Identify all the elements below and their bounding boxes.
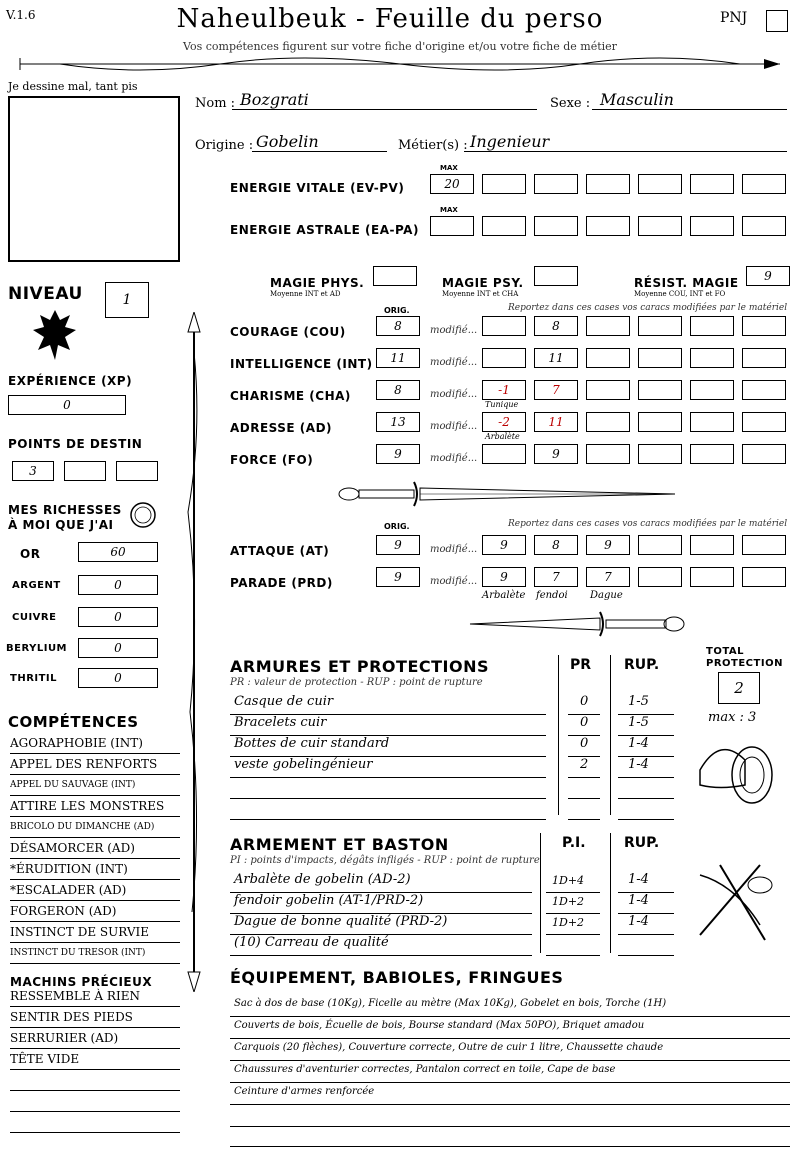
argent-label: ARGENT <box>12 580 61 591</box>
competence-item[interactable]: *ÉRUDITION (INT) <box>10 859 180 880</box>
ea-box[interactable] <box>638 216 682 236</box>
armement-label: ARMEMENT ET BASTON <box>230 835 449 854</box>
machin-item[interactable]: SERRURIER (AD) <box>10 1028 180 1049</box>
total-protection-label: TOTAL <box>706 646 744 657</box>
force-mod[interactable] <box>586 444 630 464</box>
header-spear-ornament <box>0 52 800 76</box>
berylium-label: BERYLIUM <box>6 643 68 654</box>
intelligence-mod[interactable] <box>690 348 734 368</box>
courage-mod[interactable] <box>482 316 526 336</box>
parade-mod[interactable] <box>638 567 682 587</box>
intelligence-mod[interactable] <box>638 348 682 368</box>
armure-name[interactable]: Casque de cuir <box>234 694 334 709</box>
parade-mod[interactable]: 7 <box>534 567 578 587</box>
max-protection: max : 3 <box>708 710 757 725</box>
thritil-label: THRITIL <box>10 673 58 684</box>
ev-max-label: MAX <box>440 164 458 172</box>
equipement-line[interactable]: Chaussures d'aventurier correctes, Pantalon correct en toile, Cape de base <box>234 1064 616 1075</box>
courage-label: COURAGE (COU) <box>230 325 346 339</box>
pnj-label: PNJ <box>720 10 748 26</box>
ea-box[interactable] <box>690 216 734 236</box>
orig-label: ORIG. <box>384 306 410 315</box>
berylium-box[interactable]: 0 <box>78 638 158 658</box>
competence-item[interactable]: ATTIRE LES MONSTRES <box>10 796 180 817</box>
attaque-mod[interactable]: 8 <box>534 535 578 555</box>
destin-box[interactable]: 3 <box>12 461 54 481</box>
arme-name[interactable]: Arbalète de gobelin (AD-2) <box>234 872 411 887</box>
arme-name[interactable]: fendoir gobelin (AT-1/PRD-2) <box>234 893 424 908</box>
ea-max-box[interactable] <box>430 216 474 236</box>
machin-item[interactable] <box>10 1070 180 1091</box>
arme-pi[interactable]: 1D+4 <box>552 874 585 887</box>
force-mod[interactable]: 9 <box>534 444 578 464</box>
argent-box[interactable]: 0 <box>78 575 158 595</box>
adresse-mod[interactable]: 11 <box>534 412 578 432</box>
arme-name[interactable]: (10) Carreau de qualité <box>234 935 389 950</box>
weapon-col-label: Arbalète <box>482 590 526 601</box>
parade-mod[interactable] <box>690 567 734 587</box>
parade-mod[interactable]: 9 <box>482 567 526 587</box>
charisme-mod[interactable] <box>638 380 682 400</box>
dragon-icon <box>30 305 80 365</box>
niveau-box[interactable]: 1 <box>105 282 149 318</box>
attaque-mod[interactable]: 9 <box>482 535 526 555</box>
attaque-mod[interactable] <box>690 535 734 555</box>
or-label: OR <box>20 547 41 561</box>
intelligence-label: INTELLIGENCE (INT) <box>230 357 373 371</box>
richesses-label: À MOI QUE J'AI <box>8 518 114 532</box>
charisme-orig[interactable]: 8 <box>376 380 420 400</box>
magie-phys-box[interactable] <box>373 266 417 286</box>
portrait-box[interactable] <box>8 96 180 262</box>
charisme-mod[interactable] <box>742 380 786 400</box>
coin-icon <box>128 500 158 530</box>
cuivre-label: CUIVRE <box>12 612 57 623</box>
armures-label: ARMURES ET PROTECTIONS <box>230 657 489 676</box>
helmet-shield-icon <box>690 730 780 810</box>
adresse-mod[interactable] <box>638 412 682 432</box>
nom-value[interactable]: Bozgrati <box>240 90 309 109</box>
ea-label: ENERGIE ASTRALE (EA-PA) <box>230 223 419 237</box>
courage-mod[interactable] <box>742 316 786 336</box>
armure-pr[interactable]: 2 <box>580 757 589 772</box>
arme-rup[interactable]: 1-4 <box>628 872 649 887</box>
machin-item[interactable]: TÊTE VIDE <box>10 1049 180 1070</box>
resist-magie-label: RÉSIST. MAGIE <box>634 276 739 290</box>
ea-box[interactable] <box>742 216 786 236</box>
armure-name[interactable]: Bottes de cuir standard <box>234 736 390 751</box>
portrait-caption: Je dessine mal, tant pis <box>8 80 138 93</box>
armure-pr[interactable]: 0 <box>580 736 589 751</box>
ea-box[interactable] <box>534 216 578 236</box>
intelligence-orig[interactable]: 11 <box>376 348 420 368</box>
modifie-label: modifié... <box>430 453 478 464</box>
machin-item[interactable]: RESSEMBLE À RIEN <box>10 986 180 1007</box>
metier-label: Métier(s) : <box>398 138 468 153</box>
parade-orig[interactable]: 9 <box>376 567 420 587</box>
combat-note: Reportez dans ces cases vos caracs modifiées par le matériel <box>508 519 788 529</box>
ea-box[interactable] <box>482 216 526 236</box>
equipement-line[interactable]: Ceinture d'armes renforcée <box>234 1086 375 1097</box>
adresse-mod[interactable] <box>742 412 786 432</box>
rup-header: RUP. <box>624 657 660 673</box>
weapon-col-label: fendoi <box>536 590 568 601</box>
attaque-orig[interactable]: 9 <box>376 535 420 555</box>
resist-magie-note: Moyenne COU, INT et FO <box>634 290 726 298</box>
magie-psy-note: Moyenne INT et CHA <box>442 290 519 298</box>
weapon-col-label: Dague <box>590 590 623 601</box>
equipement-line[interactable]: Couverts de bois, Écuelle de bois, Bourse standard (Max 50PO), Briquet amadou <box>234 1020 645 1031</box>
equipement-line[interactable]: Carquois (20 flèches), Couverture correcte, Outre de cuir 1 litre, Chaussette chaude <box>234 1042 664 1053</box>
magie-psy-box[interactable] <box>534 266 578 286</box>
rup-header: RUP. <box>624 835 660 851</box>
destin-label: POINTS DE DESTIN <box>8 437 143 451</box>
force-mod[interactable] <box>742 444 786 464</box>
ea-box[interactable] <box>586 216 630 236</box>
modifie-label: modifié... <box>430 389 478 400</box>
magie-psy-label: MAGIE PSY. <box>442 276 524 290</box>
sexe-value[interactable]: Masculin <box>600 90 674 109</box>
sword-icon <box>335 478 685 510</box>
stats-note: Reportez dans ces cases vos caracs modifiées par le matériel <box>508 303 788 313</box>
pr-header: PR <box>570 657 592 673</box>
spear-icon <box>182 312 206 992</box>
charisme-mod[interactable]: -1 <box>482 380 526 400</box>
modifie-label: modifié... <box>430 421 478 432</box>
armures-note: PR : valeur de protection - RUP : point de rupture <box>230 677 483 688</box>
niveau-label: NIVEAU <box>8 284 83 304</box>
charisme-mod-note: Tunique <box>485 400 519 409</box>
armure-pr[interactable]: 0 <box>580 715 589 730</box>
adresse-mod[interactable] <box>690 412 734 432</box>
armure-rup[interactable]: 1-4 <box>628 757 649 772</box>
adresse-mod-note: Arbalète <box>485 432 520 441</box>
ev-box[interactable] <box>638 174 682 194</box>
total-protection-label: PROTECTION <box>706 658 783 669</box>
intelligence-mod[interactable] <box>482 348 526 368</box>
attaque-label: ATTAQUE (AT) <box>230 544 330 558</box>
xp-box[interactable]: 0 <box>8 395 126 415</box>
ev-box[interactable] <box>482 174 526 194</box>
sexe-label: Sexe : <box>550 96 591 111</box>
competence-item[interactable]: BRICOLO DU DIMANCHE (AD) <box>10 817 180 838</box>
adresse-mod[interactable] <box>586 412 630 432</box>
parade-label: PARADE (PRD) <box>230 576 333 590</box>
machin-item[interactable] <box>10 1112 180 1133</box>
intelligence-mod[interactable]: 11 <box>534 348 578 368</box>
competences-label: COMPÉTENCES <box>8 713 139 731</box>
equipement-label: ÉQUIPEMENT, BABIOLES, FRINGUES <box>230 968 564 987</box>
competence-item[interactable]: INSTINCT DE SURVIE <box>10 922 180 943</box>
attaque-mod[interactable]: 9 <box>586 535 630 555</box>
total-protection-box[interactable]: 2 <box>718 672 760 704</box>
courage-mod[interactable] <box>638 316 682 336</box>
force-mod[interactable] <box>638 444 682 464</box>
pi-header: P.I. <box>562 835 586 851</box>
machins-label: MACHINS PRÉCIEUX <box>10 975 153 989</box>
arme-rup[interactable]: 1-4 <box>628 893 649 908</box>
competence-item[interactable]: *ESCALADER (AD) <box>10 880 180 901</box>
magie-phys-label: MAGIE PHYS. <box>270 276 365 290</box>
or-box[interactable]: 60 <box>78 542 158 562</box>
modifie-label: modifié... <box>430 576 478 587</box>
origine-value[interactable]: Gobelin <box>256 132 319 151</box>
attaque-mod[interactable] <box>742 535 786 555</box>
modifie-label: modifié... <box>430 357 478 368</box>
armure-pr[interactable]: 0 <box>580 694 589 709</box>
force-label: FORCE (FO) <box>230 453 314 467</box>
charisme-label: CHARISME (CHA) <box>230 389 351 403</box>
origine-label: Origine : <box>195 138 254 153</box>
resist-magie-box[interactable]: 9 <box>746 266 790 286</box>
adresse-label: ADRESSE (AD) <box>230 421 333 435</box>
equipement-line[interactable]: Sac à dos de base (10Kg), Ficelle au mètre (Max 10Kg), Gobelet en bois, Torche (1H) <box>234 998 667 1009</box>
arme-rup[interactable]: 1-4 <box>628 914 649 929</box>
parade-mod[interactable] <box>742 567 786 587</box>
competence-item[interactable]: AGORAPHOBIE (INT) <box>10 733 180 754</box>
ev-box[interactable] <box>690 174 734 194</box>
ev-label: ENERGIE VITALE (EV-PV) <box>230 181 405 195</box>
competence-item[interactable]: FORGERON (AD) <box>10 901 180 922</box>
ev-box[interactable] <box>586 174 630 194</box>
combat-orig-label: ORIG. <box>384 522 410 531</box>
metier-value[interactable]: Ingenieur <box>470 132 550 151</box>
weapons-icon <box>690 855 780 945</box>
competence-item[interactable]: APPEL DU SAUVAGE (INT) <box>10 775 180 796</box>
ev-max-box[interactable]: 20 <box>430 174 474 194</box>
courage-mod[interactable]: 8 <box>534 316 578 336</box>
adresse-mod[interactable]: -2 <box>482 412 526 432</box>
attaque-mod[interactable] <box>638 535 682 555</box>
armure-name[interactable]: Bracelets cuir <box>234 715 327 730</box>
magie-phys-note: Moyenne INT et AD <box>270 290 341 298</box>
cuivre-box[interactable]: 0 <box>78 607 158 627</box>
courage-mod[interactable] <box>690 316 734 336</box>
parade-mod[interactable]: 7 <box>586 567 630 587</box>
machin-item[interactable] <box>10 1091 180 1112</box>
intelligence-mod[interactable] <box>586 348 630 368</box>
competence-item[interactable]: DÉSAMORCER (AD) <box>10 838 180 859</box>
armure-name[interactable]: veste gobelingénieur <box>234 757 373 772</box>
arme-pi[interactable]: 1D+2 <box>552 916 585 929</box>
arme-pi[interactable]: 1D+2 <box>552 895 585 908</box>
force-mod[interactable] <box>690 444 734 464</box>
ev-box[interactable] <box>742 174 786 194</box>
nom-label: Nom : <box>195 96 236 111</box>
competence-item[interactable]: APPEL DES RENFORTS <box>10 754 180 775</box>
page-subtitle: Vos compétences figurent sur votre fiche d'origine et/ou votre fiche de métier <box>183 40 617 53</box>
charisme-mod[interactable] <box>690 380 734 400</box>
force-orig[interactable]: 9 <box>376 444 420 464</box>
competence-item[interactable]: INSTINCT DU TRESOR (INT) <box>10 943 180 964</box>
arme-name[interactable]: Dague de bonne qualité (PRD-2) <box>234 914 448 929</box>
version-label: V.1.6 <box>6 8 36 22</box>
page-title: Naheulbeuk - Feuille du perso <box>176 4 604 34</box>
armure-rup[interactable]: 1-5 <box>628 694 649 709</box>
armement-note: PI : points d'impacts, dégâts infligés - RUP : point de rupture <box>230 855 540 866</box>
machin-item[interactable]: SENTIR DES PIEDS <box>10 1007 180 1028</box>
charisme-mod[interactable]: 7 <box>534 380 578 400</box>
destin-box[interactable] <box>116 461 158 481</box>
destin-box[interactable] <box>64 461 106 481</box>
armure-rup[interactable]: 1-4 <box>628 736 649 751</box>
modifie-label: modifié... <box>430 544 478 555</box>
courage-mod[interactable] <box>586 316 630 336</box>
modifie-label: modifié... <box>430 325 478 336</box>
ea-max-label: MAX <box>440 206 458 214</box>
ev-box[interactable] <box>534 174 578 194</box>
armure-rup[interactable]: 1-5 <box>628 715 649 730</box>
adresse-orig[interactable]: 13 <box>376 412 420 432</box>
richesses-label: MES RICHESSES <box>8 503 122 517</box>
charisme-mod[interactable] <box>586 380 630 400</box>
courage-orig[interactable]: 8 <box>376 316 420 336</box>
thritil-box[interactable]: 0 <box>78 668 158 688</box>
xp-label: EXPÉRIENCE (XP) <box>8 374 133 388</box>
sword-icon <box>460 608 690 640</box>
intelligence-mod[interactable] <box>742 348 786 368</box>
force-mod[interactable] <box>482 444 526 464</box>
pnj-checkbox[interactable] <box>766 10 788 32</box>
